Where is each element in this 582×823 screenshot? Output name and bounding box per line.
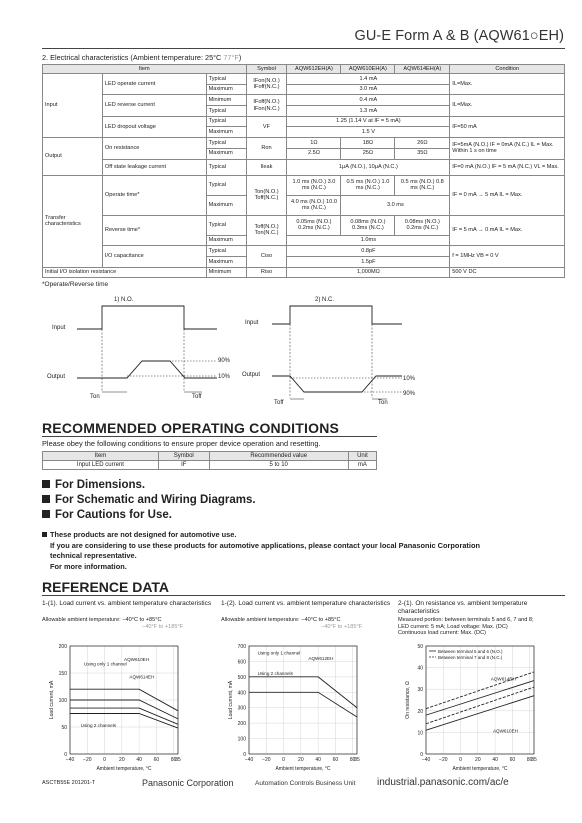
doc-code: ASCTB55E 201201-T (42, 780, 96, 786)
roc-table: Item Symbol Recommended value Unit Input LED current IF 5 to 10 mA (42, 451, 377, 470)
series-line (70, 700, 178, 719)
y-tick-label: 50 (61, 725, 67, 731)
y-tick-label: 200 (237, 721, 246, 728)
timing-diagram (42, 292, 565, 410)
plot-frame (426, 646, 534, 754)
no-output-label: Output (47, 374, 66, 380)
y-axis-label: On resistance, Ω (405, 681, 411, 719)
legend-label: Between terminal 7 and 8 (N.C.) (438, 655, 503, 660)
annotation: Using only 1 channel (84, 661, 127, 667)
x-tick-label: −20 (262, 757, 271, 763)
annotation: Using only 1 channel (257, 650, 301, 656)
series-line (426, 681, 534, 716)
x-tick-label: 60 (332, 757, 339, 763)
bullet-square-icon (42, 532, 47, 537)
graph3-title: 2-(1). On resistance vs. ambient temperature characteristics (398, 600, 528, 615)
y-tick-label: 0 (243, 752, 246, 758)
graph1-subtitle: Allowable ambient temperature: −40°C to +85°C −40°F to +185°F (42, 617, 184, 630)
x-tick-label: 40 (492, 757, 498, 763)
x-tick-label: 85 (354, 757, 360, 763)
division-name: Automation Controls Business Unit (255, 780, 356, 787)
y-tick-label: 200 (58, 644, 67, 650)
x-tick-label: 80 (170, 757, 177, 763)
y-tick-label: 400 (237, 690, 246, 697)
x-axis-label: Ambient temperature, °C (275, 766, 331, 772)
x-tick-label: −40 (65, 757, 75, 763)
bullet-square-icon (42, 510, 50, 518)
x-axis-label: Ambient temperature, °C (96, 766, 152, 772)
annotation: AQW610EH (124, 657, 150, 663)
section-heading: 2. Electrical characteristics (Ambient temperature: 25°C 77°F) (42, 53, 242, 62)
x-axis-label: Ambient temperature, °C (452, 766, 508, 772)
series-line (249, 692, 357, 717)
y-tick-label: 150 (58, 671, 67, 677)
series-line (426, 687, 534, 724)
x-tick-label: 40 (315, 757, 321, 763)
nc-90-label: 90% (403, 391, 416, 397)
nc-10-label: 10% (403, 376, 416, 382)
x-tick-label: 20 (298, 757, 304, 763)
x-tick-label: 80 (349, 757, 356, 763)
bullet-square-icon (42, 495, 50, 503)
more-info-link[interactable]: For more information. (50, 561, 127, 571)
annotation: Using 2 channels (257, 671, 293, 677)
annotation: AQW610EH (492, 728, 518, 734)
nc-input-label: Input (245, 320, 259, 326)
y-tick-label: 700 (237, 644, 246, 650)
x-tick-label: −20 (83, 757, 92, 763)
no-input-label: Input (52, 325, 66, 331)
x-tick-label: 80 (526, 757, 533, 763)
annotation: AQW614EH (129, 674, 155, 680)
x-tick-label: 20 (475, 757, 481, 763)
chart-3 (398, 638, 548, 774)
nc-output-label: Output (242, 372, 261, 378)
graph2-title: 1-(2). Load current vs. ambient temperature characteristics (221, 600, 391, 607)
legend-label: Between terminal 5 and 6 (N.O.) (438, 649, 503, 654)
no-toff-label: Toff (192, 394, 202, 400)
x-tick-label: 20 (119, 757, 125, 763)
y-tick-label: 100 (58, 698, 67, 704)
x-tick-label: 85 (175, 757, 181, 763)
y-tick-label: 10 (417, 730, 423, 737)
x-tick-label: 40 (136, 757, 142, 763)
y-axis-label: Load current, mA (228, 680, 234, 720)
graph1-title: 1-(1). Load current vs. ambient temperature characteristics (42, 600, 212, 607)
x-tick-label: −40 (421, 757, 431, 763)
y-tick-label: 100 (237, 736, 246, 743)
bullet-square-icon (42, 480, 50, 488)
y-tick-label: 40 (417, 665, 423, 672)
corp-name: Panasonic Corporation (142, 778, 234, 788)
y-tick-label: 0 (64, 752, 67, 758)
roc-description: Please obey the following conditions to ensure proper device operation and resetting. (42, 439, 321, 448)
ref-title: REFERENCE DATA (42, 579, 170, 595)
series-line (426, 696, 534, 734)
graph2-subtitle: Allowable ambient temperature: −40°C to +85°C −40°F to +185°F (221, 617, 363, 630)
y-axis-label: Load current, mA (49, 680, 55, 720)
y-tick-label: 600 (237, 659, 246, 666)
cautions-link[interactable]: For Cautions for Use. (42, 509, 172, 521)
y-tick-label: 300 (237, 705, 246, 712)
y-tick-label: 500 (237, 674, 246, 681)
x-tick-label: 60 (153, 757, 160, 763)
y-tick-label: 50 (417, 644, 423, 650)
chart-1 (42, 638, 192, 774)
y-tick-label: 30 (417, 687, 423, 694)
electrical-table: Item Symbol AQW612EH(A) AQW610EH(A) AQW614EH(A) Condition Input LED operate current Typical IFon(N.O.) IFoff(N.C.) 1.4 mA IL=Max. Maximum 3.0 mA LED reverse current Minimum IFoff(N.O.) IFon(N.C.) 0.4 mA IL=Max. Typical 1.3 mA LED dropout voltage Typical VF 1.25 (1.14 V at IF = 5 mA) IF=50 mA Maximum 1.5 V Output On resistance Typical Ron 1Ω 18Ω 26Ω IF=5mA (N.O.) IF = 0mA (N.C.) IL = Max. Within 1 s on time Maximum 2.5Ω 25Ω 35Ω Off state leakage current Typical Ileak 1μA (N.O.), 10μA (N.C.) IF=0 mA (N.O.) IF = 5 mA (N.C.) VL = Max. Transfer characteristics Operate time* Typical Ton(N.O.) Toff(N.C.) 1.0 ms (N.O.) 3.0 ms (N.C.) 0.5 ms (N.O.) 1.0 ms (N.C.) 0.5 ms (N.O.) 0.8 ms (N.C.) IF = 0 mA → 5 mA IL = Max. Maximum 4.0 ms (N.O.) 10.0 ms (N.C.) 3.0 ms Reverse time* Typical Toff(N.O.) Ton(N.C.) 0.05ms (N.O.) 0.2ms (N.C.) 0.08ms (N.O.) 0.3ms (N.C.) 0.08ms (N.O.) 0.2ms (N.C.) IF = 5 mA → 0 mA IL = Max. Maximum 1.0ms I/O capacitance Typical Ciso 0.8pF f = 1MHz VB = 0 V Maximum 1.5pF Initial I/O isolation resistance Minimum Riso 1,000MΩ 500 V DC (42, 64, 565, 278)
chart-2 (221, 638, 371, 774)
annotation: AQW614EH (490, 676, 516, 682)
annotation: Using 2 channels (80, 723, 117, 728)
series-line (426, 672, 534, 709)
y-tick-label: 20 (417, 708, 423, 715)
y-tick-label: 0 (420, 752, 423, 758)
graph3-subtitle: Measured portion: between terminals 5 and 6, 7 and 8; LED current: 5 mA; Load voltage: Max. (DC) Continuous load current: Max. (DC) (398, 617, 534, 636)
schematic-link[interactable]: For Schematic and Wiring Diagrams. (42, 494, 256, 506)
no-title: 1) N.O. (114, 297, 134, 303)
no-90-label: 90% (218, 358, 231, 364)
page-title: GU-E Form A & B (AQW61○EH) (354, 28, 564, 44)
annotation: AQW612EH (308, 656, 334, 662)
x-tick-label: 0 (282, 757, 285, 763)
footnote: *Operate/Reverse time (42, 281, 109, 288)
x-tick-label: 0 (103, 757, 106, 763)
title-rule (42, 48, 565, 49)
roc-rule (42, 436, 377, 437)
roc-title: RECOMMENDED OPERATING CONDITIONS (42, 420, 340, 436)
nc-ton-label: Ton (378, 400, 388, 406)
x-tick-label: −20 (439, 757, 448, 763)
dimensions-link[interactable]: For Dimensions. (42, 479, 145, 491)
ref-rule (42, 595, 565, 596)
automotive-notice: These products are not designed for automotive use. If you are considering to use these products for automotive applications, please contact your local Panasonic Corporation technical representative. For more information. (42, 530, 567, 572)
no-10-label: 10% (218, 374, 231, 380)
nc-toff-label: Toff (274, 400, 284, 406)
footer-url[interactable]: industrial.panasonic.com/ac/e (377, 777, 509, 788)
x-tick-label: 85 (531, 757, 537, 763)
x-tick-label: 0 (459, 757, 462, 763)
no-ton-label: Ton (90, 394, 100, 400)
x-tick-label: −40 (244, 757, 254, 763)
nc-title: 2) N.C. (315, 297, 335, 303)
x-tick-label: 60 (509, 757, 516, 763)
plot-frame (249, 646, 357, 754)
